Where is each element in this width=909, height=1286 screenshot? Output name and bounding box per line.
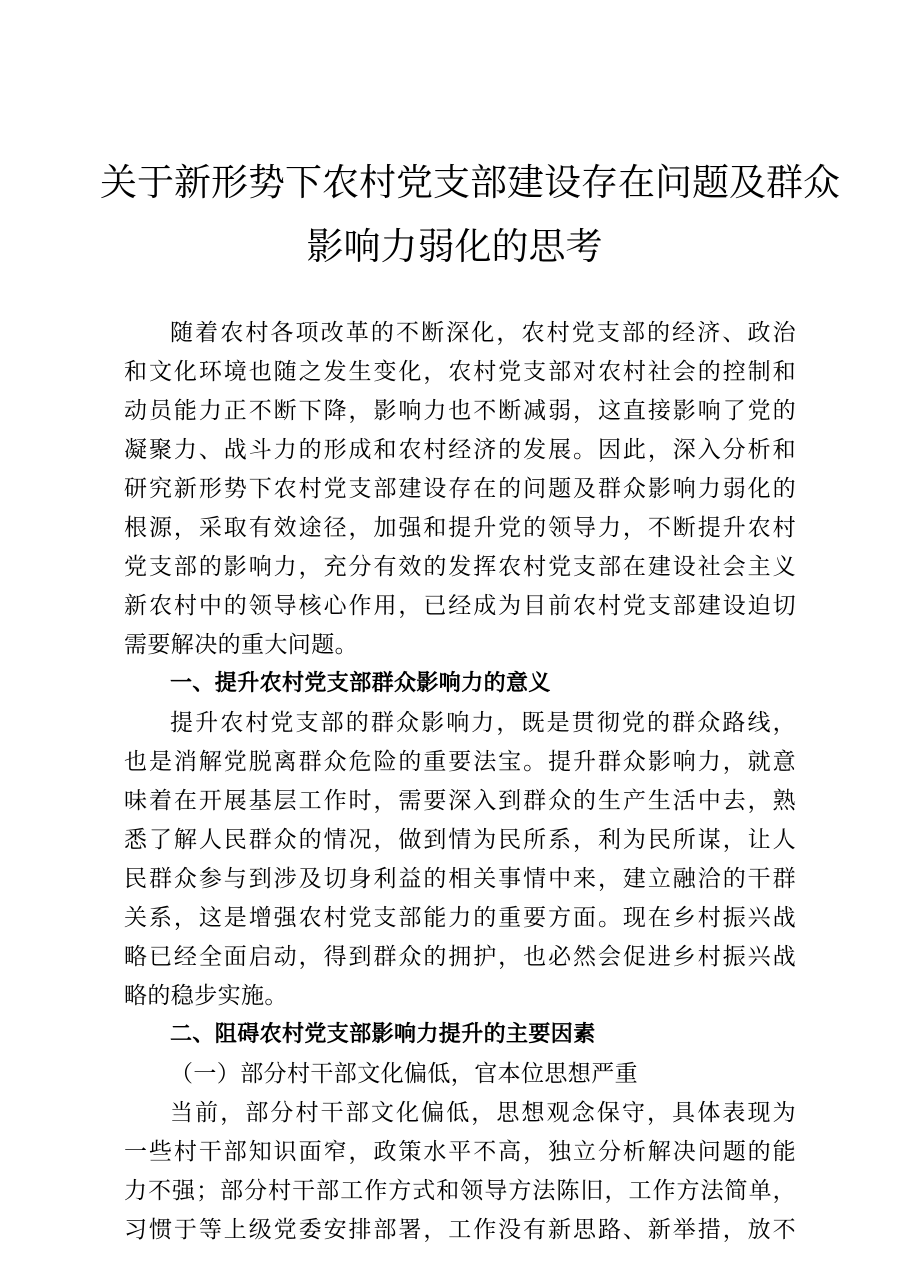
paragraph-3-line: 当前，部分村干部文化偏低，思想观念保守，具体表现为 bbox=[170, 1100, 796, 1126]
paragraph-1-line: 党支部的影响力，充分有效的发挥农村党支部在建设社会主义 bbox=[124, 554, 796, 580]
section-heading-2: 二、阻碍农村党支部影响力提升的主要因素 bbox=[170, 1022, 596, 1047]
paragraph-2-line: 提升农村党支部的群众影响力，既是贯彻党的群众路线， bbox=[170, 710, 796, 736]
section-heading-1: 一、提升农村党支部群众影响力的意义 bbox=[170, 671, 551, 696]
paragraph-1-line: 根源，采取有效途径，加强和提升党的领导力，不断提升农村 bbox=[124, 515, 796, 541]
paragraph-1-line: 和文化环境也随之发生变化，农村党支部对农村社会的控制和 bbox=[124, 359, 796, 385]
document-title-line-1: 关于新形势下农村党支部建设存在问题及群众 bbox=[100, 161, 840, 204]
paragraph-2-line: 略已经全面启动，得到群众的拥护，也必然会促进乡村振兴战 bbox=[124, 944, 796, 970]
paragraph-2-line: 悉了解人民群众的情况，做到情为民所系，利为民所谋，让人 bbox=[124, 827, 796, 853]
paragraph-3-line: 习惯于等上级党委安排部署，工作没有新思路、新举措，放不 bbox=[124, 1217, 796, 1243]
paragraph-1-line: 凝聚力、战斗力的形成和农村经济的发展。因此，深入分析和 bbox=[124, 437, 796, 463]
paragraph-1-line: 随着农村各项改革的不断深化，农村党支部的经济、政治 bbox=[170, 320, 796, 346]
paragraph-2-line: 关系，这是增强农村党支部能力的重要方面。现在乡村振兴战 bbox=[124, 905, 796, 931]
document-title-line-2: 影响力弱化的思考 bbox=[306, 225, 603, 268]
subsection-heading-1: （一）部分村干部文化偏低，官本位思想严重 bbox=[170, 1061, 638, 1087]
paragraph-2-line: 略的稳步实施。 bbox=[124, 983, 288, 1009]
paragraph-1-line: 需要解决的重大问题。 bbox=[124, 632, 358, 658]
paragraph-2-line: 也是消解党脱离群众危险的重要法宝。提升群众影响力，就意 bbox=[124, 749, 796, 775]
paragraph-1-line: 研究新形势下农村党支部建设存在的问题及群众影响力弱化的 bbox=[124, 476, 796, 502]
paragraph-2-line: 味着在开展基层工作时，需要深入到群众的生产生活中去，熟 bbox=[124, 788, 796, 814]
paragraph-3-line: 力不强；部分村干部工作方式和领导方法陈旧，工作方法简单， bbox=[124, 1178, 796, 1204]
paragraph-3-line: 一些村干部知识面窄，政策水平不高，独立分析解决问题的能 bbox=[124, 1139, 796, 1165]
paragraph-1-line: 新农村中的领导核心作用，已经成为目前农村党支部建设迫切 bbox=[124, 593, 796, 619]
paragraph-1-line: 动员能力正不断下降，影响力也不断减弱，这直接影响了党的 bbox=[124, 398, 796, 424]
paragraph-2-line: 民群众参与到涉及切身利益的相关事情中来，建立融洽的干群 bbox=[124, 866, 796, 892]
